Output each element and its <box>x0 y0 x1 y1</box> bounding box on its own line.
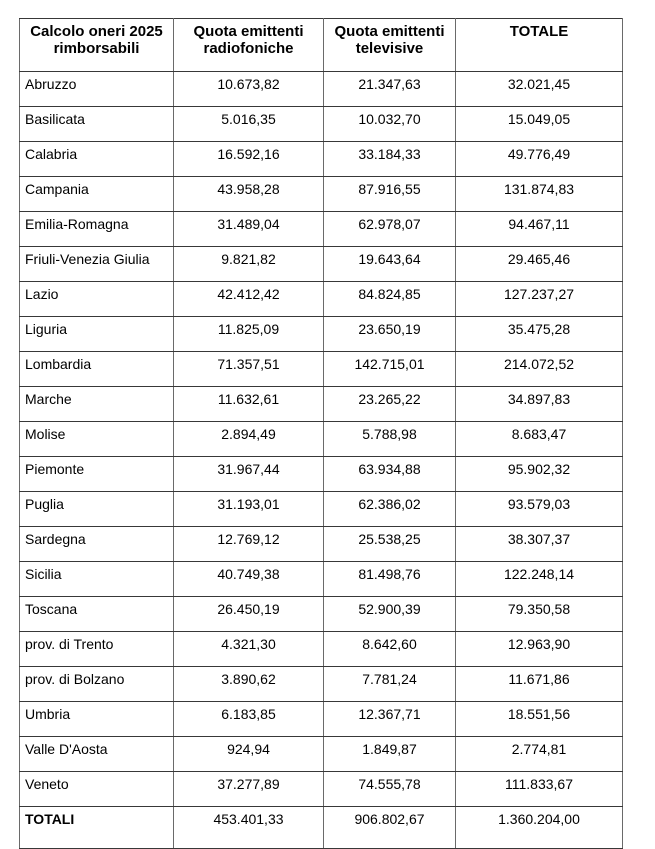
tv-amount-cell: 52.900,39 <box>324 597 456 632</box>
total-amount-cell: 29.465,46 <box>456 247 623 282</box>
tv-amount-cell: 19.643,64 <box>324 247 456 282</box>
tv-amount-cell: 62.978,07 <box>324 212 456 247</box>
totals-radio-amount-cell: 453.401,33 <box>174 807 324 849</box>
tv-amount-cell: 12.367,71 <box>324 702 456 737</box>
region-row <box>20 632 623 667</box>
total-amount-cell: 15.049,05 <box>456 107 623 142</box>
radio-amount-cell: 2.894,49 <box>174 422 324 457</box>
tv-amount-cell: 87.916,55 <box>324 177 456 212</box>
totals-total-amount-cell: 1.360.204,00 <box>456 807 623 849</box>
region-name-cell: Umbria <box>20 702 174 737</box>
region-name-cell: Basilicata <box>20 107 174 142</box>
region-name-cell: Calabria <box>20 142 174 177</box>
header-row <box>20 19 623 72</box>
radio-amount-cell: 40.749,38 <box>174 562 324 597</box>
oneri-rimborsabili-table <box>19 18 623 849</box>
region-name-cell: Liguria <box>20 317 174 352</box>
region-row <box>20 282 623 317</box>
region-row <box>20 737 623 772</box>
totals-label-cell: TOTALI <box>20 807 174 849</box>
radio-amount-cell: 4.321,30 <box>174 632 324 667</box>
col-header-televisive: Quota emittenti televisive <box>324 19 456 72</box>
radio-amount-cell: 37.277,89 <box>174 772 324 807</box>
radio-amount-cell: 11.632,61 <box>174 387 324 422</box>
radio-amount-cell: 11.825,09 <box>174 317 324 352</box>
tv-amount-cell: 84.824,85 <box>324 282 456 317</box>
tv-amount-cell: 1.849,87 <box>324 737 456 772</box>
total-amount-cell: 94.467,11 <box>456 212 623 247</box>
corner-header-cell: Calcolo oneri 2025 rimborsabili <box>20 19 174 72</box>
region-name-cell: Piemonte <box>20 457 174 492</box>
region-row <box>20 702 623 737</box>
region-name-cell: Abruzzo <box>20 72 174 107</box>
totals-row <box>20 807 623 849</box>
totals-tv-amount-cell: 906.802,67 <box>324 807 456 849</box>
region-row <box>20 142 623 177</box>
total-amount-cell: 93.579,03 <box>456 492 623 527</box>
region-row <box>20 527 623 562</box>
radio-amount-cell: 10.673,82 <box>174 72 324 107</box>
total-amount-cell: 95.902,32 <box>456 457 623 492</box>
region-row <box>20 457 623 492</box>
radio-amount-cell: 43.958,28 <box>174 177 324 212</box>
radio-amount-cell: 924,94 <box>174 737 324 772</box>
col-header-totale: TOTALE <box>456 19 623 72</box>
total-amount-cell: 79.350,58 <box>456 597 623 632</box>
tv-amount-cell: 23.650,19 <box>324 317 456 352</box>
total-amount-cell: 38.307,37 <box>456 527 623 562</box>
tv-amount-cell: 5.788,98 <box>324 422 456 457</box>
region-row <box>20 107 623 142</box>
region-name-cell: Sicilia <box>20 562 174 597</box>
radio-amount-cell: 71.357,51 <box>174 352 324 387</box>
radio-amount-cell: 26.450,19 <box>174 597 324 632</box>
radio-amount-cell: 6.183,85 <box>174 702 324 737</box>
total-amount-cell: 34.897,83 <box>456 387 623 422</box>
region-name-cell: Valle D'Aosta <box>20 737 174 772</box>
total-amount-cell: 214.072,52 <box>456 352 623 387</box>
region-name-cell: prov. di Trento <box>20 632 174 667</box>
region-name-cell: Friuli-Venezia Giulia <box>20 247 174 282</box>
radio-amount-cell: 16.592,16 <box>174 142 324 177</box>
total-amount-cell: 111.833,67 <box>456 772 623 807</box>
region-name-cell: Emilia-Romagna <box>20 212 174 247</box>
region-name-cell: Puglia <box>20 492 174 527</box>
table-body <box>20 72 623 807</box>
region-row <box>20 562 623 597</box>
radio-amount-cell: 42.412,42 <box>174 282 324 317</box>
tv-amount-cell: 62.386,02 <box>324 492 456 527</box>
total-amount-cell: 32.021,45 <box>456 72 623 107</box>
region-name-cell: Lazio <box>20 282 174 317</box>
total-amount-cell: 49.776,49 <box>456 142 623 177</box>
total-amount-cell: 131.874,83 <box>456 177 623 212</box>
region-name-cell: Campania <box>20 177 174 212</box>
region-row <box>20 177 623 212</box>
total-amount-cell: 2.774,81 <box>456 737 623 772</box>
region-row <box>20 597 623 632</box>
region-name-cell: Lombardia <box>20 352 174 387</box>
region-row <box>20 492 623 527</box>
total-amount-cell: 8.683,47 <box>456 422 623 457</box>
tv-amount-cell: 8.642,60 <box>324 632 456 667</box>
region-row <box>20 772 623 807</box>
tv-amount-cell: 74.555,78 <box>324 772 456 807</box>
region-row <box>20 667 623 702</box>
region-row <box>20 387 623 422</box>
tv-amount-cell: 63.934,88 <box>324 457 456 492</box>
radio-amount-cell: 31.489,04 <box>174 212 324 247</box>
radio-amount-cell: 3.890,62 <box>174 667 324 702</box>
region-name-cell: Veneto <box>20 772 174 807</box>
tv-amount-cell: 81.498,76 <box>324 562 456 597</box>
total-amount-cell: 12.963,90 <box>456 632 623 667</box>
region-row <box>20 317 623 352</box>
col-header-radiofoniche: Quota emittenti radiofoniche <box>174 19 324 72</box>
radio-amount-cell: 31.193,01 <box>174 492 324 527</box>
tv-amount-cell: 33.184,33 <box>324 142 456 177</box>
radio-amount-cell: 5.016,35 <box>174 107 324 142</box>
region-row <box>20 212 623 247</box>
tv-amount-cell: 23.265,22 <box>324 387 456 422</box>
region-row <box>20 422 623 457</box>
region-name-cell: Molise <box>20 422 174 457</box>
tv-amount-cell: 21.347,63 <box>324 72 456 107</box>
tv-amount-cell: 7.781,24 <box>324 667 456 702</box>
region-name-cell: Toscana <box>20 597 174 632</box>
radio-amount-cell: 9.821,82 <box>174 247 324 282</box>
region-name-cell: Marche <box>20 387 174 422</box>
total-amount-cell: 127.237,27 <box>456 282 623 317</box>
region-row <box>20 247 623 282</box>
total-amount-cell: 11.671,86 <box>456 667 623 702</box>
total-amount-cell: 18.551,56 <box>456 702 623 737</box>
region-name-cell: Sardegna <box>20 527 174 562</box>
region-row <box>20 352 623 387</box>
radio-amount-cell: 12.769,12 <box>174 527 324 562</box>
radio-amount-cell: 31.967,44 <box>174 457 324 492</box>
total-amount-cell: 35.475,28 <box>456 317 623 352</box>
region-row <box>20 72 623 107</box>
region-name-cell: prov. di Bolzano <box>20 667 174 702</box>
tv-amount-cell: 10.032,70 <box>324 107 456 142</box>
tv-amount-cell: 142.715,01 <box>324 352 456 387</box>
tv-amount-cell: 25.538,25 <box>324 527 456 562</box>
total-amount-cell: 122.248,14 <box>456 562 623 597</box>
